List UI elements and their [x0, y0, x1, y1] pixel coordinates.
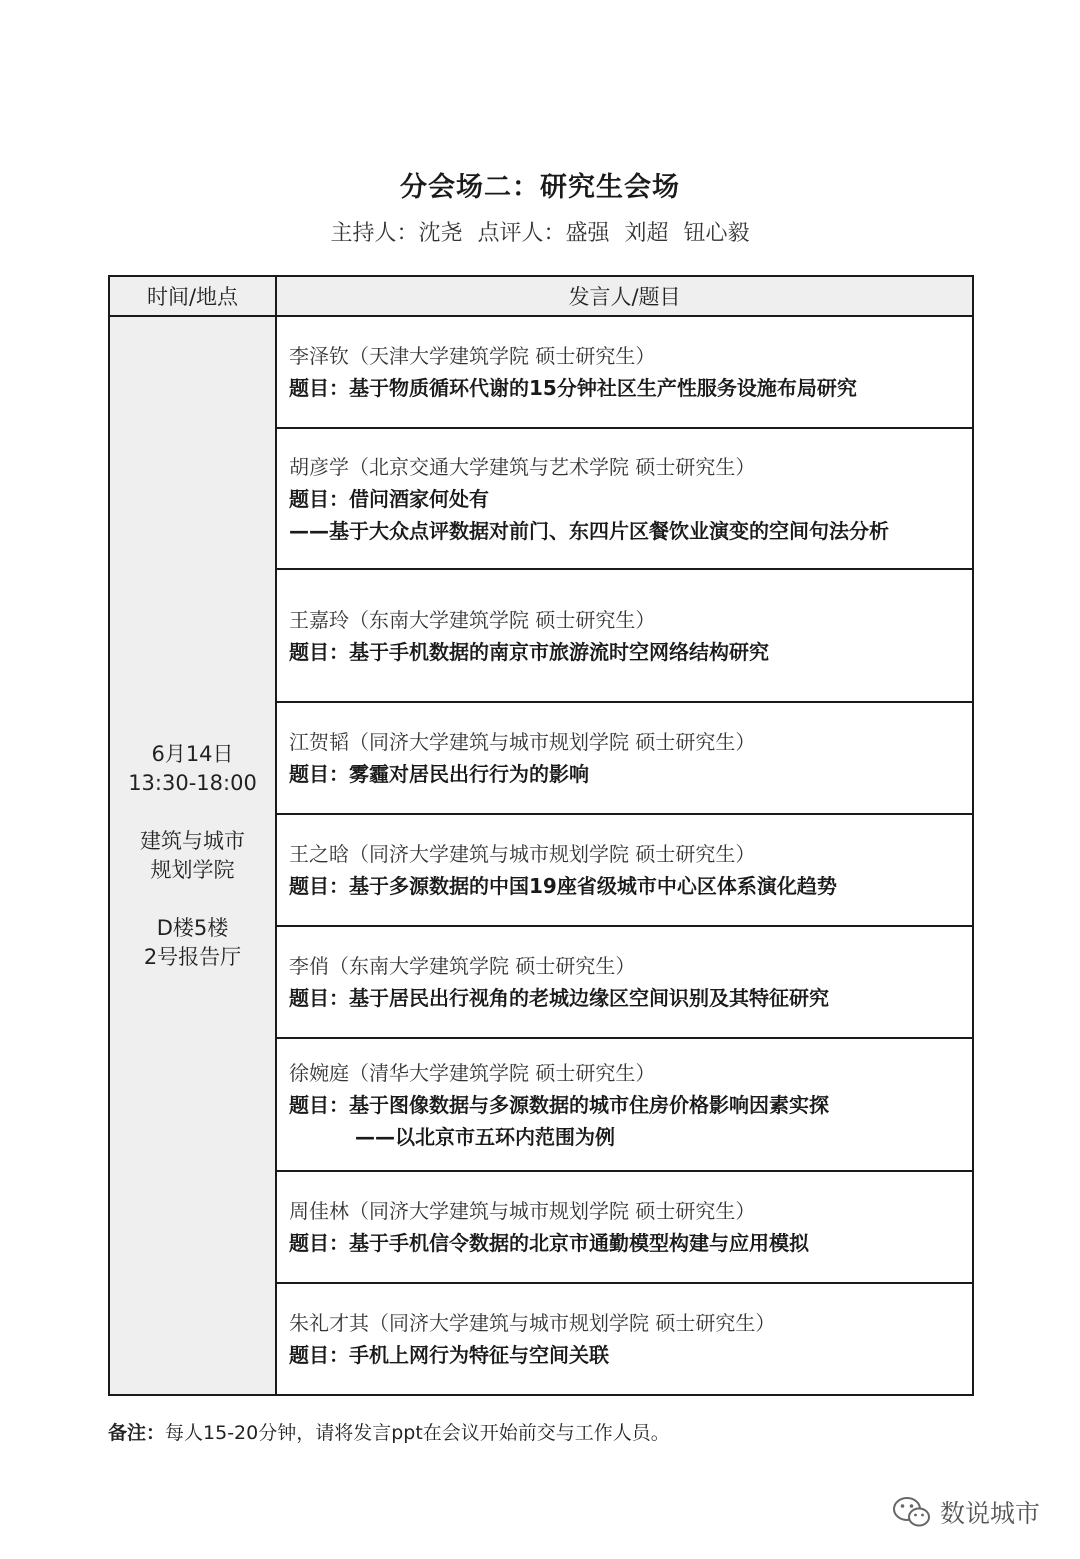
- speaker: 徐婉庭（清华大学建筑学院 硕士研究生）: [289, 1060, 656, 1085]
- talk-cell: [276, 1038, 973, 1171]
- room-line-2: 2号报告厅: [143, 944, 242, 969]
- room-line-1: D楼5楼: [156, 915, 229, 940]
- speaker: 王嘉玲（东南大学建筑学院 硕士研究生）: [289, 607, 656, 632]
- venue-line-2: 规划学院: [150, 857, 235, 882]
- header-speaker-topic: 发言人/题目: [276, 276, 973, 316]
- topic: 题目：基于手机数据的南京市旅游流时空网络结构研究: [289, 639, 769, 664]
- speaker: 江贺韬（同济大学建筑与城市规划学院 硕士研究生）: [289, 730, 756, 754]
- topic: 题目：手机上网行为特征与空间关联: [289, 1343, 609, 1367]
- speaker: 李泽钦（天津大学建筑学院 硕士研究生）: [289, 344, 656, 368]
- host-line: [0, 216, 1080, 247]
- topic: 题目：基于物质循环代谢的15分钟社区生产性服务设施布局研究: [289, 376, 857, 400]
- location-cell: [109, 316, 276, 1395]
- speaker: 朱礼才其（同济大学建筑与城市规划学院 硕士研究生）: [289, 1311, 776, 1335]
- topic: 题目：雾霾对居民出行行为的影响: [289, 762, 589, 786]
- reviewers-label: 点评人：盛强: [477, 221, 610, 246]
- host: 主持人：沈尧: [330, 221, 463, 246]
- topic: 题目：借问酒家何处有: [289, 486, 489, 511]
- talk-cell: [276, 428, 973, 569]
- venue-line-1: 建筑与城市: [140, 828, 245, 853]
- table-row: [109, 316, 973, 428]
- reviewer-2: 刘超: [624, 221, 669, 246]
- schedule-table: [108, 275, 974, 1396]
- talk-cell: [276, 1171, 973, 1283]
- page-title: 分会场二：研究生会场: [400, 172, 680, 203]
- topic: 题目：基于居民出行视角的老城边缘区空间识别及其特征研究: [289, 986, 829, 1010]
- footnote: [108, 1418, 670, 1445]
- watermark: [892, 1494, 1040, 1530]
- talk-cell: [276, 316, 973, 428]
- talk-cell: [276, 1283, 973, 1395]
- topic-subtitle: ——基于大众点评数据对前门、东四片区餐饮业演变的空间句法分析: [289, 518, 889, 543]
- topic: 题目：基于手机信令数据的北京市通勤模型构建与应用模拟: [289, 1231, 809, 1255]
- note-label: 备注：: [108, 1422, 166, 1444]
- speaker: 王之晗（同济大学建筑与城市规划学院 硕士研究生）: [289, 842, 756, 866]
- header-time-location: 时间/地点: [109, 276, 276, 316]
- wechat-icon: [892, 1495, 932, 1529]
- talk-cell: [276, 926, 973, 1038]
- talk-cell: [276, 569, 973, 702]
- topic: 题目：基于图像数据与多源数据的城市住房价格影响因素实探: [289, 1092, 829, 1117]
- topic-subtitle: ——以北京市五环内范围为例: [355, 1124, 615, 1149]
- note-text: 每人15-20分钟，请将发言ppt在会议开始前交与工作人员。: [165, 1422, 670, 1444]
- reviewer-3: 钮心毅: [683, 221, 750, 246]
- topic: 题目：基于多源数据的中国19座省级城市中心区体系演化趋势: [289, 874, 837, 898]
- speaker: 胡彦学（北京交通大学建筑与艺术学院 硕士研究生）: [289, 454, 756, 479]
- watermark-text: 数说城市: [939, 1499, 1040, 1528]
- talk-cell: [276, 702, 973, 814]
- table-header-row: [109, 276, 973, 316]
- speaker: 李俏（东南大学建筑学院 硕士研究生）: [289, 954, 636, 978]
- time: 13:30-18:00: [128, 770, 257, 795]
- date: 6月14日: [151, 741, 234, 766]
- talk-cell: [276, 814, 973, 926]
- speaker: 周佳林（同济大学建筑与城市规划学院 硕士研究生）: [289, 1199, 756, 1223]
